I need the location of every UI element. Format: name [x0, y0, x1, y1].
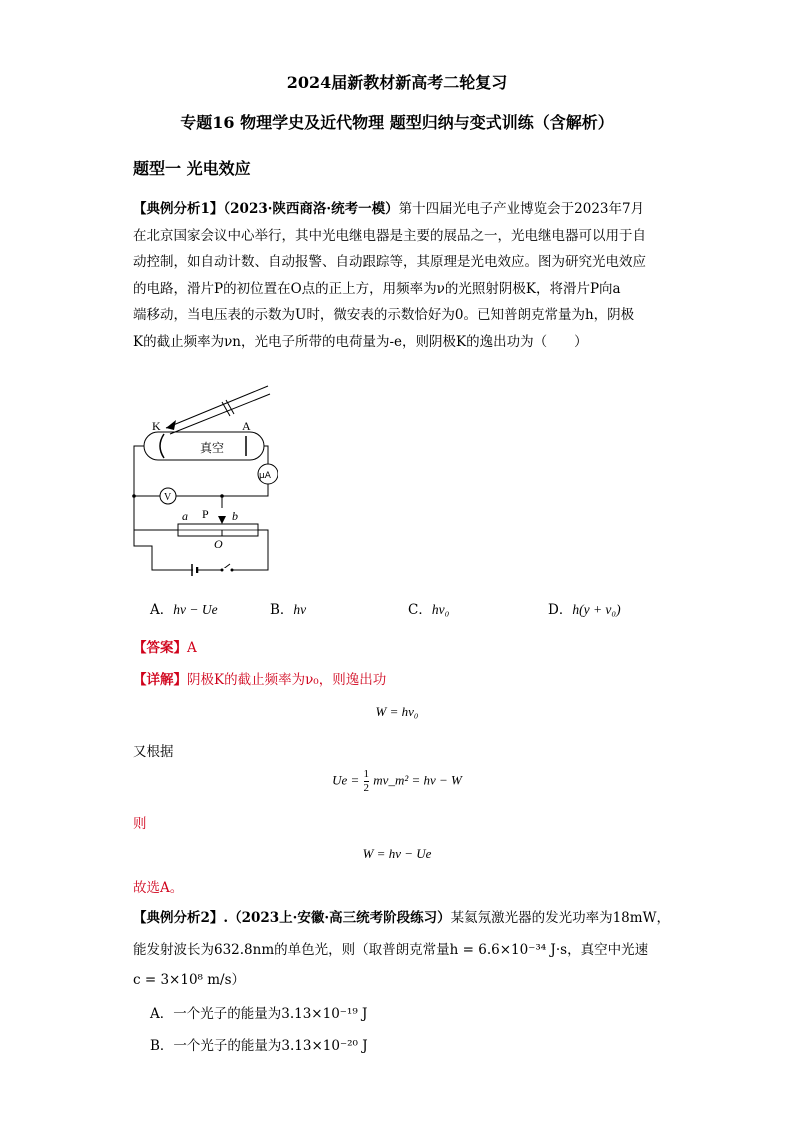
example1-tag: 【典例分析1】	[133, 201, 224, 217]
circuit-wire	[264, 446, 268, 464]
cathode-plate	[160, 434, 164, 458]
document-subtitle: 专题16 物理学史及近代物理 题型归纳与变式训练（含解析）	[180, 113, 614, 132]
example1-line: 第十四届光电子产业博览会于2023年7月	[398, 201, 645, 217]
conclusion-text: 故选A。	[133, 880, 184, 896]
example1-line: 的电路，滑片P的初位置在O点的正上方，用频率为ν的光照射阴极K，将滑片P向a	[133, 280, 621, 297]
junction-dot	[132, 494, 136, 498]
option-c[interactable]: C．hν₀	[408, 602, 450, 618]
light-arrow	[166, 420, 176, 430]
cathode-label: K	[152, 419, 161, 433]
connector-text: 又根据	[133, 744, 174, 760]
option-a[interactable]: A．hν − Ue	[150, 602, 218, 618]
slider-p	[218, 516, 226, 524]
option-b[interactable]: B．hν	[270, 602, 307, 618]
circuit-wire	[134, 446, 268, 570]
example1-line: 动控制，如自动计数、自动报警、自动跟踪等，其原理是光电效应。图为研究光电效应	[133, 254, 646, 271]
voltmeter-label: V	[164, 492, 172, 503]
end-a-label: a	[182, 509, 188, 523]
answer-value: A	[187, 640, 197, 656]
detail-text: 阴极K的截止频率为ν₀，则逸出功	[187, 672, 387, 688]
fraction-half: $\frac{1}{2}$	[363, 768, 370, 794]
end-b-label: b	[232, 509, 238, 523]
answer-label: 【答案】	[133, 640, 187, 656]
circuit-wire	[222, 484, 268, 508]
example2-choice-b[interactable]: B．一个光子的能量为3.13×10⁻²⁰ J	[150, 1038, 368, 1054]
formula-work-function: W = hν₀	[375, 704, 419, 719]
example2-choice-a[interactable]: A．一个光子的能量为3.13×10⁻¹⁹ J	[150, 1006, 368, 1022]
vacuum-label: 真空	[200, 441, 225, 455]
example2-tag: 【典例分析2】	[133, 910, 224, 926]
point-o-label: O	[214, 537, 223, 551]
example1-line: 端移动，当电压表的示数为U时，微安表的示数恰好为0。已知普朗克常量为h，阴极	[133, 307, 635, 324]
example2-source: .（2023上·安徽·高三统考阶段练习）	[223, 910, 451, 926]
example1-line: K的截止频率为νn，光电子所带的电荷量为-e，则阴极K的逸出功为（ ）	[133, 333, 588, 350]
detail-label: 【详解】	[133, 672, 187, 688]
document-title: 2024届新教材新高考二轮复习	[286, 73, 508, 92]
example1-question	[133, 196, 673, 356]
junction-dot	[220, 494, 224, 498]
photoelectric-circuit-diagram	[118, 384, 278, 580]
example2-text: 某氦氖激光器的发光功率为18mW，	[450, 910, 670, 926]
switch-terminal	[231, 569, 234, 572]
answer-line	[133, 636, 197, 656]
example1-source: （2023·陕西商洛·统考一模）	[223, 201, 399, 217]
example2-line: c = 3×10⁸ m/s）	[133, 972, 246, 988]
light-beam-line	[170, 394, 270, 434]
option-d[interactable]: D．h(y + ν₀)	[548, 602, 621, 618]
section-heading: 题型一 光电效应	[133, 159, 251, 178]
connector-text: 则	[133, 816, 147, 832]
switch-terminal	[221, 569, 224, 572]
formula-energy: Ue = $\frac{1}{2}$ mν_m² = hν − W	[332, 768, 462, 794]
light-beam-line	[166, 386, 268, 428]
slider-label: P	[202, 507, 209, 521]
battery-gap	[193, 566, 196, 574]
formula-result: W = hν − Ue	[362, 846, 432, 861]
example2-line	[133, 906, 670, 926]
example1-line: 在北京国家会议中心举行，其中光电继电器是主要的展品之一，光电继电器可以用于自	[133, 227, 646, 244]
example2-line: 能发射波长为632.8nm的单色光，则（取普朗克常量h = 6.6×10⁻³⁴ J·s，真空中光速	[133, 942, 649, 958]
microammeter-label: μA	[259, 471, 271, 481]
anode-label: A	[242, 419, 251, 433]
detail-line	[133, 668, 386, 688]
